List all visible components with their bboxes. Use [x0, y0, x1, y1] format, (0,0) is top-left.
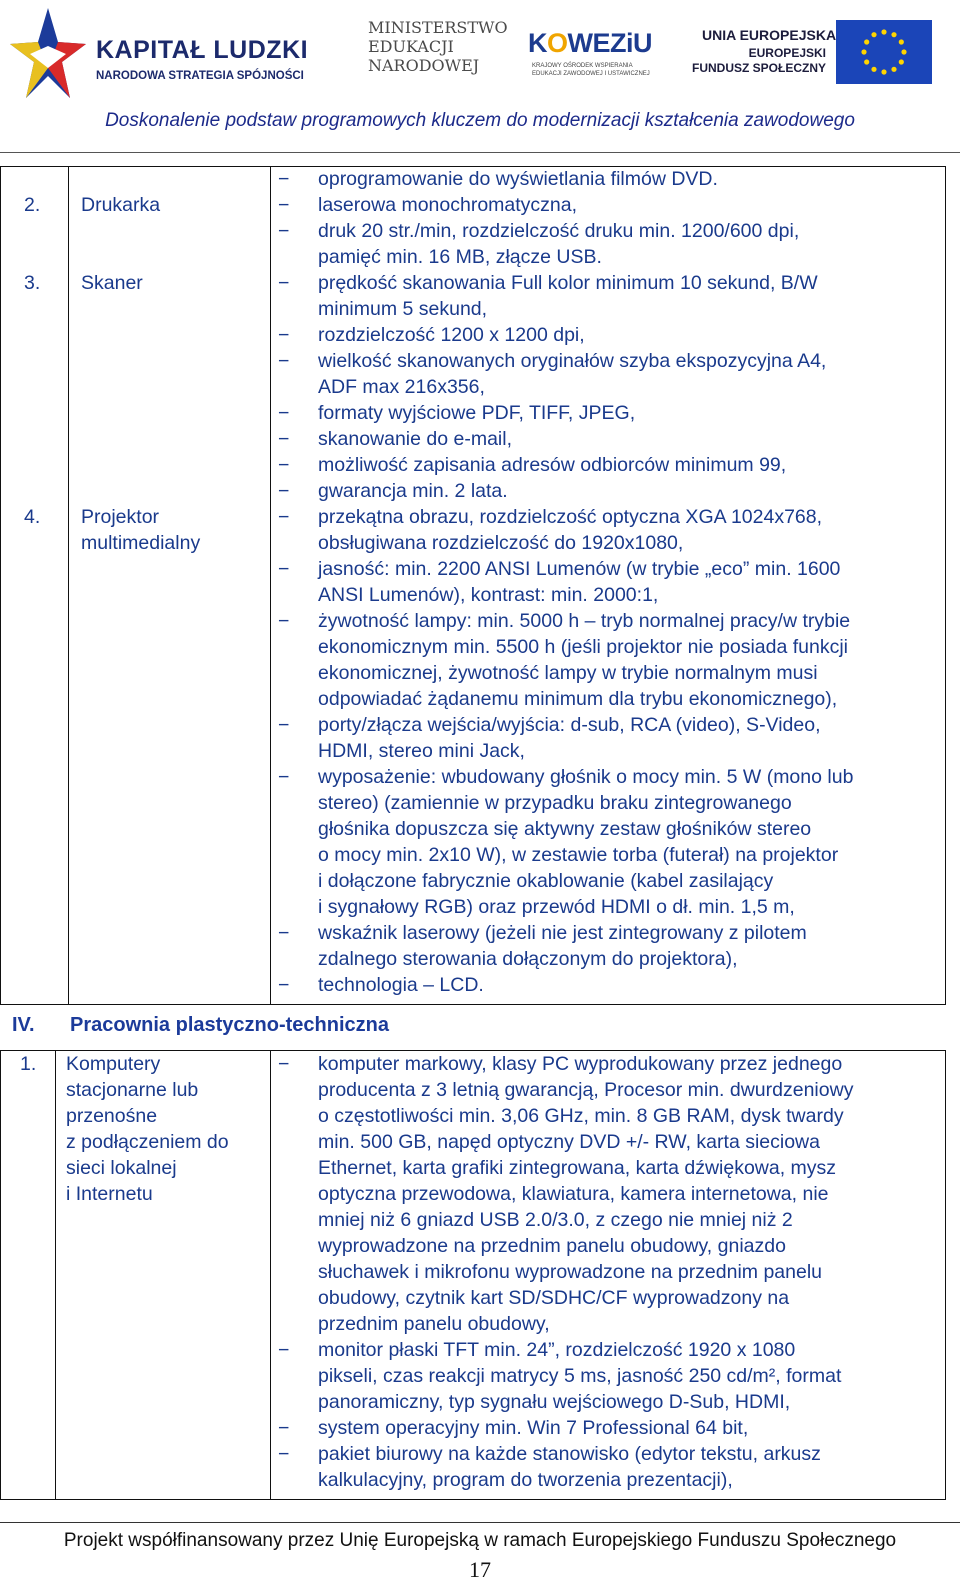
- koweziu-rest: WEZiU: [567, 28, 653, 58]
- spec-bullet: −: [278, 922, 290, 944]
- item-name: Komputery: [66, 1053, 161, 1075]
- spec-line: przekątna obrazu, rozdzielczość optyczna XGA 1024x768,: [318, 506, 823, 528]
- ue-line3: FUNDUSZ SPOŁECZNY: [691, 61, 826, 75]
- koweziu-subtitle-line: KRAJOWY OŚRODEK WSPIERANIA: [532, 63, 633, 69]
- table-rule: [0, 166, 946, 167]
- spec-line: obsługiwana rozdzielczość do 1920x1080,: [318, 532, 684, 554]
- eu-star-icon: [901, 49, 906, 54]
- row-number: 1.: [20, 1053, 37, 1075]
- spec-line: ekonomicznej, żywotność lampy w trybie normalnym musi: [318, 662, 818, 684]
- section-title: Pracownia plastyczno-techniczna: [70, 1014, 389, 1036]
- ue-logo: [690, 18, 940, 90]
- spec-line: formaty wyjściowe PDF, TIFF, JPEG,: [318, 402, 636, 424]
- table-rule: [0, 1499, 946, 1500]
- header-logos: [0, 0, 960, 108]
- spec-bullet: −: [278, 272, 290, 294]
- table-rule: [55, 1050, 56, 1499]
- spec-bullet: −: [278, 506, 290, 528]
- footer-divider: [0, 1522, 960, 1523]
- spec-line: ANSI Lumenów), kontrast: min. 2000:1,: [318, 584, 659, 606]
- footer-text: Projekt współfinansowany przez Unię Europejską w ramach Europejskiego Funduszu Społecznego: [63, 1530, 897, 1551]
- spec-bullet: −: [278, 480, 290, 502]
- table-rule: [0, 1050, 946, 1051]
- spec-line: ekonomicznym min. 5500 h (jeśli projektor nie posiada funkcji: [318, 636, 849, 658]
- spec-bullet: −: [278, 558, 290, 580]
- spec-bullet: −: [278, 1417, 290, 1439]
- men-line: EDUKACJI: [368, 37, 454, 56]
- spec-line: pamięć min. 16 MB, złącze USB.: [318, 246, 602, 268]
- table-rule: [0, 166, 1, 1004]
- item-name: i Internetu: [66, 1183, 153, 1205]
- table-rule: [945, 166, 946, 1004]
- spec-line: wyprowadzone na przednim panelu obudowy, gniazdo: [318, 1235, 786, 1257]
- spec-bullet: −: [278, 1053, 290, 1075]
- men-line: MINISTERSTWO: [368, 18, 508, 37]
- header-title: Doskonalenie podstaw programowych kluczem do modernizacji kształcenia zawodowego: [105, 110, 855, 131]
- spec-line: panoramiczny, typ sygnału wejściowego D-Sub, HDMI,: [318, 1391, 791, 1413]
- eu-star-icon: [864, 59, 869, 64]
- spec-line: kalkulacyjny, program do tworzenia prezentacji),: [318, 1469, 733, 1491]
- spec-line: odpowiadać żądanemu minimum dla trybu ekonomicznego),: [318, 688, 838, 710]
- spec-line: o mocy min. 2x10 W), w zestawie torba (futerał) na projektor: [318, 844, 839, 866]
- spec-line: rozdzielczość 1200 x 1200 dpi,: [318, 324, 585, 346]
- spec-line: żywotność lampy: min. 5000 h – tryb normalnej pracy/w trybie: [318, 610, 851, 632]
- spec-line: Ethernet, karta grafiki zintegrowana, karta dźwiękowa, mysz: [318, 1157, 837, 1179]
- item-name: stacjonarne lub: [66, 1079, 199, 1101]
- men-logo: [368, 18, 508, 82]
- spec-bullet: −: [278, 220, 290, 242]
- spec-line: skanowanie do e-mail,: [318, 428, 513, 450]
- koweziu-name: [528, 28, 652, 59]
- table-rule: [270, 1050, 271, 1499]
- spec-line: komputer markowy, klasy PC wyprodukowany przez jednego: [318, 1053, 843, 1075]
- table-rule: [0, 1050, 1, 1499]
- item-name: sieci lokalnej: [66, 1157, 177, 1179]
- eu-star-icon: [881, 69, 886, 74]
- eu-star-icon: [881, 29, 886, 34]
- row-number: 3.: [24, 272, 41, 294]
- spec-line: laserowa monochromatyczna,: [318, 194, 578, 216]
- item-name: przenośne: [66, 1105, 158, 1127]
- spec-line: stereo) (zamiennie w przypadku braku zintegrowanego: [318, 792, 792, 814]
- spec-line: możliwość zapisania adresów odbiorców minimum 99,: [318, 454, 787, 476]
- kapital-ludzki-logo: [8, 6, 318, 102]
- page-number: 17: [469, 1557, 491, 1582]
- spec-line: i sygnałowy RGB) oraz przewód HDMI o dł. min. 1,5 m,: [318, 896, 795, 918]
- ue-line1: UNIA EUROPEJSKA: [702, 27, 837, 43]
- kapital-ludzki-star-icon: [8, 6, 88, 102]
- spec-line: jasność: min. 2200 ANSI Lumenów (w trybie „eco” min. 1600: [318, 558, 841, 580]
- eu-star-icon: [864, 39, 869, 44]
- row-number: 2.: [24, 194, 41, 216]
- table-rule: [0, 1004, 946, 1005]
- spec-line: system operacyjny min. Win 7 Professional 64 bit,: [318, 1417, 749, 1439]
- eu-star-icon: [871, 32, 876, 37]
- eu-flag-icon: [836, 20, 932, 84]
- spec-line: ADF max 216x356,: [318, 376, 485, 398]
- koweziu-logo: [528, 18, 653, 88]
- spec-line: HDMI, stereo mini Jack,: [318, 740, 525, 762]
- item-name: multimedialny: [81, 532, 201, 554]
- spec-line: wielkość skanowanych oryginałów szyba ekspozycyjna A4,: [318, 350, 827, 372]
- eu-star-icon: [899, 39, 904, 44]
- eu-star-icon: [899, 59, 904, 64]
- spec-bullet: −: [278, 1339, 290, 1361]
- eu-star-icon: [891, 32, 896, 37]
- spec-line: mniej niż 6 gniazd USB 2.0/3.0, z czego nie mniej niż 2: [318, 1209, 793, 1231]
- item-name: Drukarka: [81, 194, 161, 216]
- eu-star-icon: [861, 49, 866, 54]
- spec-bullet: −: [278, 350, 290, 372]
- spec-line: słuchawek i mikrofonu wyprowadzone na przednim panelu: [318, 1261, 823, 1283]
- spec-line: obudowy, czytnik kart SD/SDHC/CF wyprowadzony na: [318, 1287, 790, 1309]
- ue-line2: EUROPEJSKI: [748, 46, 826, 60]
- spec-line: przednim panelu obudowy,: [318, 1313, 550, 1335]
- spec-line: optyczna przewodowa, klawiatura, kamera internetowa, nie: [318, 1183, 829, 1205]
- spec-bullet: −: [278, 610, 290, 632]
- ue-line-group: [690, 46, 826, 76]
- table-rule: [945, 1050, 946, 1499]
- spec-line: oprogramowanie do wyświetlania filmów DVD.: [318, 168, 718, 190]
- row-number: 4.: [24, 506, 41, 528]
- koweziu-subtitle: [532, 62, 650, 78]
- spec-line: pakiet biurowy na każde stanowisko (edytor tekstu, arkusz: [318, 1443, 821, 1465]
- spec-line: technologia – LCD.: [318, 974, 484, 996]
- spec-line: pikseli, czas reakcji matrycy 5 ms, jasność 250 cd/m², format: [318, 1365, 842, 1387]
- koweziu-k: K: [528, 28, 547, 58]
- spec-bullet: −: [278, 194, 290, 216]
- eu-star-icon: [891, 67, 896, 72]
- spec-bullet: −: [278, 714, 290, 736]
- spec-bullet: −: [278, 428, 290, 450]
- spec-line: i dołączone fabrycznie okablowanie (kabel zasilający: [318, 870, 774, 892]
- kapital-ludzki-name: KAPITAŁ LUDZKI: [96, 36, 309, 64]
- spec-line: druk 20 str./min, rozdzielczość druku min. 1200/600 dpi,: [318, 220, 800, 242]
- spec-line: głośnika dopuszcza się aktywny zestaw głośników stereo: [318, 818, 812, 840]
- koweziu-subtitle-line: EDUKACJI ZAWODOWEJ I USTAWICZNEJ: [532, 71, 650, 77]
- spec-line: monitor płaski TFT min. 24”, rozdzielczość 1920 x 1080: [318, 1339, 796, 1361]
- spec-bullet: −: [278, 454, 290, 476]
- section-number: IV.: [12, 1014, 35, 1036]
- eu-star-icon: [871, 67, 876, 72]
- spec-bullet: −: [278, 974, 290, 996]
- spec-bullet: −: [278, 766, 290, 788]
- table-rule: [68, 166, 69, 1004]
- header-divider: [0, 152, 960, 153]
- spec-line: zdalnego sterowania dołączonym do projektora),: [318, 948, 738, 970]
- item-name: Skaner: [81, 272, 143, 294]
- spec-line: porty/złącza wejścia/wyjścia: d-sub, RCA (video), S-Video,: [318, 714, 821, 736]
- spec-bullet: −: [278, 168, 290, 190]
- spec-bullet: −: [278, 324, 290, 346]
- spec-line: prędkość skanowania Full kolor minimum 10 sekund, B/W: [318, 272, 818, 294]
- item-name: z podłączeniem do: [66, 1131, 229, 1153]
- spec-line: min. 500 GB, napęd optyczny DVD +/- RW, karta sieciowa: [318, 1131, 820, 1153]
- men-line: NARODOWEJ: [368, 56, 480, 75]
- spec-line: producenta z 3 letnią gwarancją, Procesor min. dwurdzeniowy: [318, 1079, 854, 1101]
- spec-bullet: −: [278, 1443, 290, 1465]
- item-name: Projektor: [81, 506, 160, 528]
- spec-line: o częstotliwości min. 3,06 GHz, min. 8 GB RAM, dysk twardy: [318, 1105, 844, 1127]
- spec-line: wyposażenie: wbudowany głośnik o mocy min. 5 W (mono lub: [318, 766, 854, 788]
- koweziu-o: O: [547, 28, 568, 58]
- spec-line: minimum 5 sekund,: [318, 298, 488, 320]
- kapital-ludzki-subtitle: NARODOWA STRATEGIA SPÓJNOŚCI: [96, 70, 304, 82]
- table-rule: [270, 166, 271, 1004]
- spec-bullet: −: [278, 402, 290, 424]
- spec-line: wskaźnik laserowy (jeżeli nie jest zintegrowany z pilotem: [318, 922, 807, 944]
- spec-line: gwarancja min. 2 lata.: [318, 480, 508, 502]
